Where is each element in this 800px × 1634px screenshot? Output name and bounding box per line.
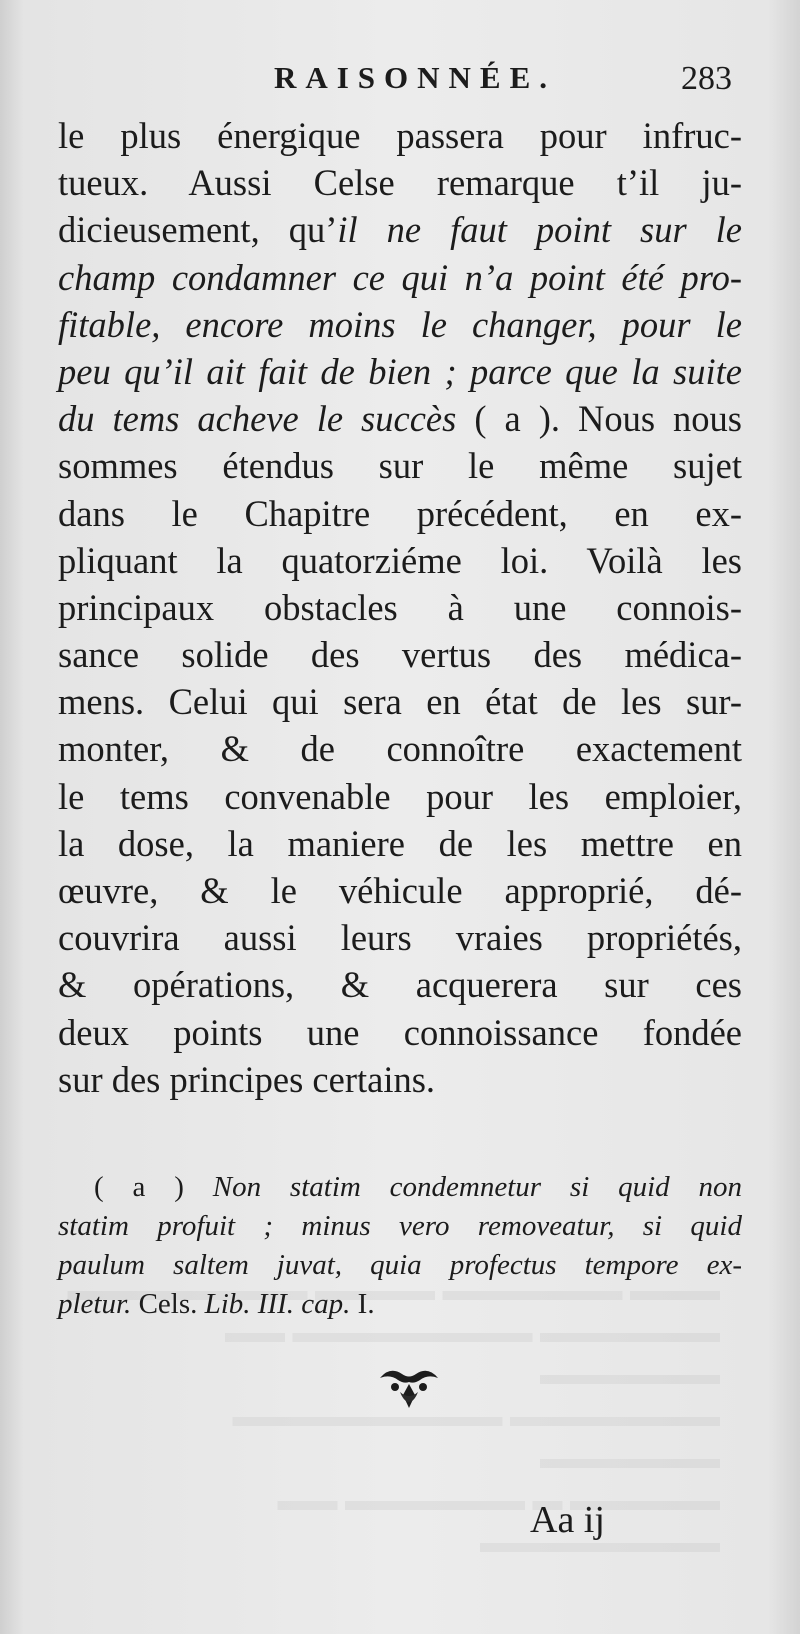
footnote-text: Lib. III. cap. xyxy=(204,1288,351,1320)
footnote-line xyxy=(58,1285,742,1324)
body-text: & opérations, & acquerera sur ces xyxy=(58,964,742,1006)
body-line xyxy=(58,442,742,489)
body-line xyxy=(58,631,742,678)
body-text: pliquant la quatorziéme loi. Voilà les xyxy=(58,539,742,581)
body-text: ( a ). Nous nous xyxy=(456,398,742,440)
body-line xyxy=(58,206,742,253)
body-line xyxy=(58,254,742,301)
body-line xyxy=(58,820,742,867)
body-line xyxy=(58,867,742,914)
body-line xyxy=(58,584,742,631)
body-text: champ condamner ce qui n’a point été pro- xyxy=(58,256,742,298)
running-title: RAISONNÉE. xyxy=(273,60,557,95)
body-line xyxy=(58,914,742,961)
footnote-text: I. xyxy=(350,1288,375,1320)
page-number: 283 xyxy=(681,60,732,97)
body-text: dicieusement, qu’ xyxy=(58,209,338,251)
footnote-line xyxy=(58,1207,742,1246)
footnote-text: Cels. xyxy=(131,1288,205,1320)
body-line xyxy=(58,112,742,159)
footnote-line xyxy=(58,1168,742,1207)
body-line xyxy=(58,1009,742,1056)
body-line xyxy=(58,490,742,537)
body-line xyxy=(58,348,742,395)
body-text: monter, & de connoître exactement xyxy=(58,728,742,770)
body-text: dans le Chapitre précédent, en ex- xyxy=(58,492,742,534)
footnote-text: ( a ) xyxy=(94,1171,213,1203)
body-line xyxy=(58,159,742,206)
body-line xyxy=(58,301,742,348)
running-head xyxy=(62,60,738,110)
body-text: sur des principes certains. xyxy=(58,1058,436,1100)
body-text: sommes étendus sur le même sujet xyxy=(58,445,742,487)
body-line xyxy=(58,725,742,772)
body-text: la dose, la maniere de les mettre en xyxy=(58,822,742,864)
fleuron-ornament-icon xyxy=(376,1362,442,1414)
body-text: le plus énergique passera pour infruc- xyxy=(58,115,742,156)
footnote xyxy=(58,1168,742,1324)
body-text: sance solide des vertus des médica- xyxy=(58,634,742,676)
body-text: œuvre, & le véhicule approprié, dé- xyxy=(58,870,742,911)
footnote-line xyxy=(58,1246,742,1285)
body-line xyxy=(58,961,742,1008)
footnote-text: paulum saltem juvat, quia profectus tempore ex- xyxy=(58,1249,742,1281)
body-text: mens. Celui qui sera en état de les sur- xyxy=(58,681,742,723)
body-text: du tems acheve le succès xyxy=(58,398,457,440)
body-text: fitable, encore moins le changer, pour le xyxy=(58,303,742,345)
footnote-text: pletur. xyxy=(58,1288,132,1320)
body-text: il ne faut point sur le xyxy=(337,209,742,251)
body-text xyxy=(58,112,742,1103)
body-text: le tems convenable pour les emploier, xyxy=(58,775,742,817)
body-line xyxy=(58,537,742,584)
body-text: tueux. Aussi Celse remarque t’il ju- xyxy=(58,162,742,204)
signature-mark: Aa ij xyxy=(530,1499,605,1541)
body-line xyxy=(58,1056,742,1103)
body-line xyxy=(58,678,742,725)
body-text: peu qu’il ait fait de bien ; parce que la suite xyxy=(58,350,742,392)
body-text: deux points une connoissance fondée xyxy=(58,1011,742,1053)
body-line xyxy=(58,395,742,442)
body-text: couvrira aussi leurs vraies propriétés, xyxy=(58,917,742,959)
body-text: principaux obstacles à une connois- xyxy=(58,586,742,628)
body-line xyxy=(58,773,742,820)
footnote-text: statim profuit ; minus vero removeatur, si quid xyxy=(58,1210,742,1242)
footnote-text: Non statim condemnetur si quid non xyxy=(212,1171,743,1203)
